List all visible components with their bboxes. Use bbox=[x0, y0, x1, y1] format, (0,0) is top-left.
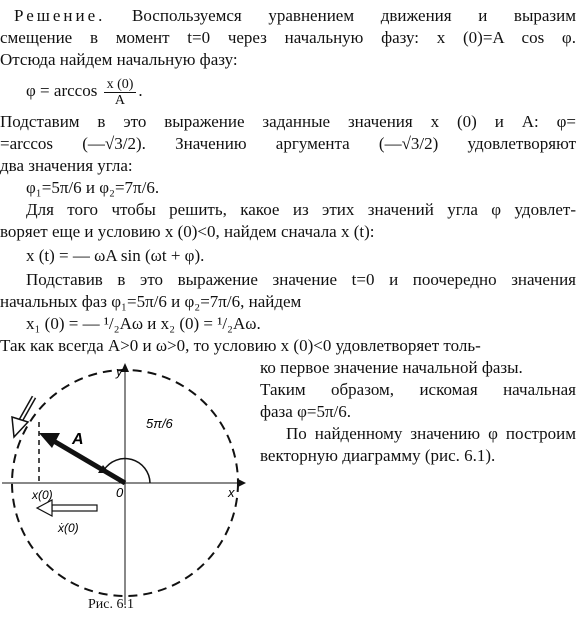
x0-label: x(0) bbox=[32, 488, 53, 502]
text-line-12: Подставив в это выражение значение t=0 и поочередно значения bbox=[26, 270, 576, 289]
velocity-tangent-arrow bbox=[12, 397, 34, 437]
text-line-20: векторную диаграмму (рис. 6.1). bbox=[260, 446, 496, 465]
text-line-7: два значения угла: bbox=[0, 156, 133, 175]
text-line-3: Отсюда найдем начальную фазу: bbox=[0, 50, 238, 69]
fraction: $\frac{x (0)}{A}$ bbox=[104, 77, 137, 108]
origin-label: 0 bbox=[116, 485, 124, 500]
vector-diagram bbox=[0, 360, 260, 610]
angle-arc bbox=[104, 459, 150, 483]
solution-heading: Решение. bbox=[14, 6, 106, 25]
text-line-6: =arccos (—√3/2). Значению аргумента (—√3/2) удовлетворяют bbox=[0, 134, 576, 153]
figure-caption: Рис. 6.1 bbox=[88, 597, 134, 612]
vector-a-label: A bbox=[72, 431, 84, 448]
y-axis-label: y bbox=[116, 364, 123, 379]
text-line-9: Для того чтобы решить, какое из этих значений угла φ удовлет- bbox=[26, 200, 576, 219]
text-line-15: Так как всегда A>0 и ω>0, то условию x (0)<0 удовлетворяет толь- bbox=[0, 336, 481, 355]
x-axis-label: x bbox=[228, 485, 235, 500]
text-line-19: По найденному значению φ построим bbox=[286, 424, 576, 443]
text-line-1: Решение. Воспользуемся уравнением движения и выразим bbox=[14, 6, 576, 25]
text-line-16: ко первое значение начальной фазы. bbox=[260, 358, 523, 377]
text-line-13: начальных фаз φ₁=5π/6 и φ₂=7π/6, найдем bbox=[0, 292, 302, 311]
angle-label: 5π/6 bbox=[146, 416, 173, 431]
xdot0-label: ẋ(0) bbox=[58, 521, 79, 535]
formula-arccos: φ = arccos $\frac{x (0)}{A}$ . bbox=[26, 76, 143, 108]
text-line-5: Подставим в это выражение заданные значения x (0) и A: φ= bbox=[0, 112, 576, 131]
x-axis-arrow bbox=[238, 479, 246, 487]
text-line-2: смещение в момент t=0 через начальную фазу: x (0)=A cos φ. bbox=[0, 28, 576, 47]
text-line-8: φ₁=5π/6 и φ₂=7π/6. bbox=[26, 178, 160, 197]
text-line-11: x (t) = — ωA sin (ωt + φ). bbox=[26, 246, 205, 265]
text-line-10: воряет еще и условию x (0)<0, найдем сначала x (t): bbox=[0, 222, 375, 241]
text-line-17: Таким образом, искомая начальная bbox=[260, 380, 576, 399]
text-line-14: x₁ (0) = — ¹/₂Aω и x₂ (0) = ¹/₂Aω. bbox=[26, 314, 261, 333]
xdot0-arrow bbox=[37, 500, 97, 516]
text-line-18: фаза φ=5π/6. bbox=[260, 402, 352, 421]
